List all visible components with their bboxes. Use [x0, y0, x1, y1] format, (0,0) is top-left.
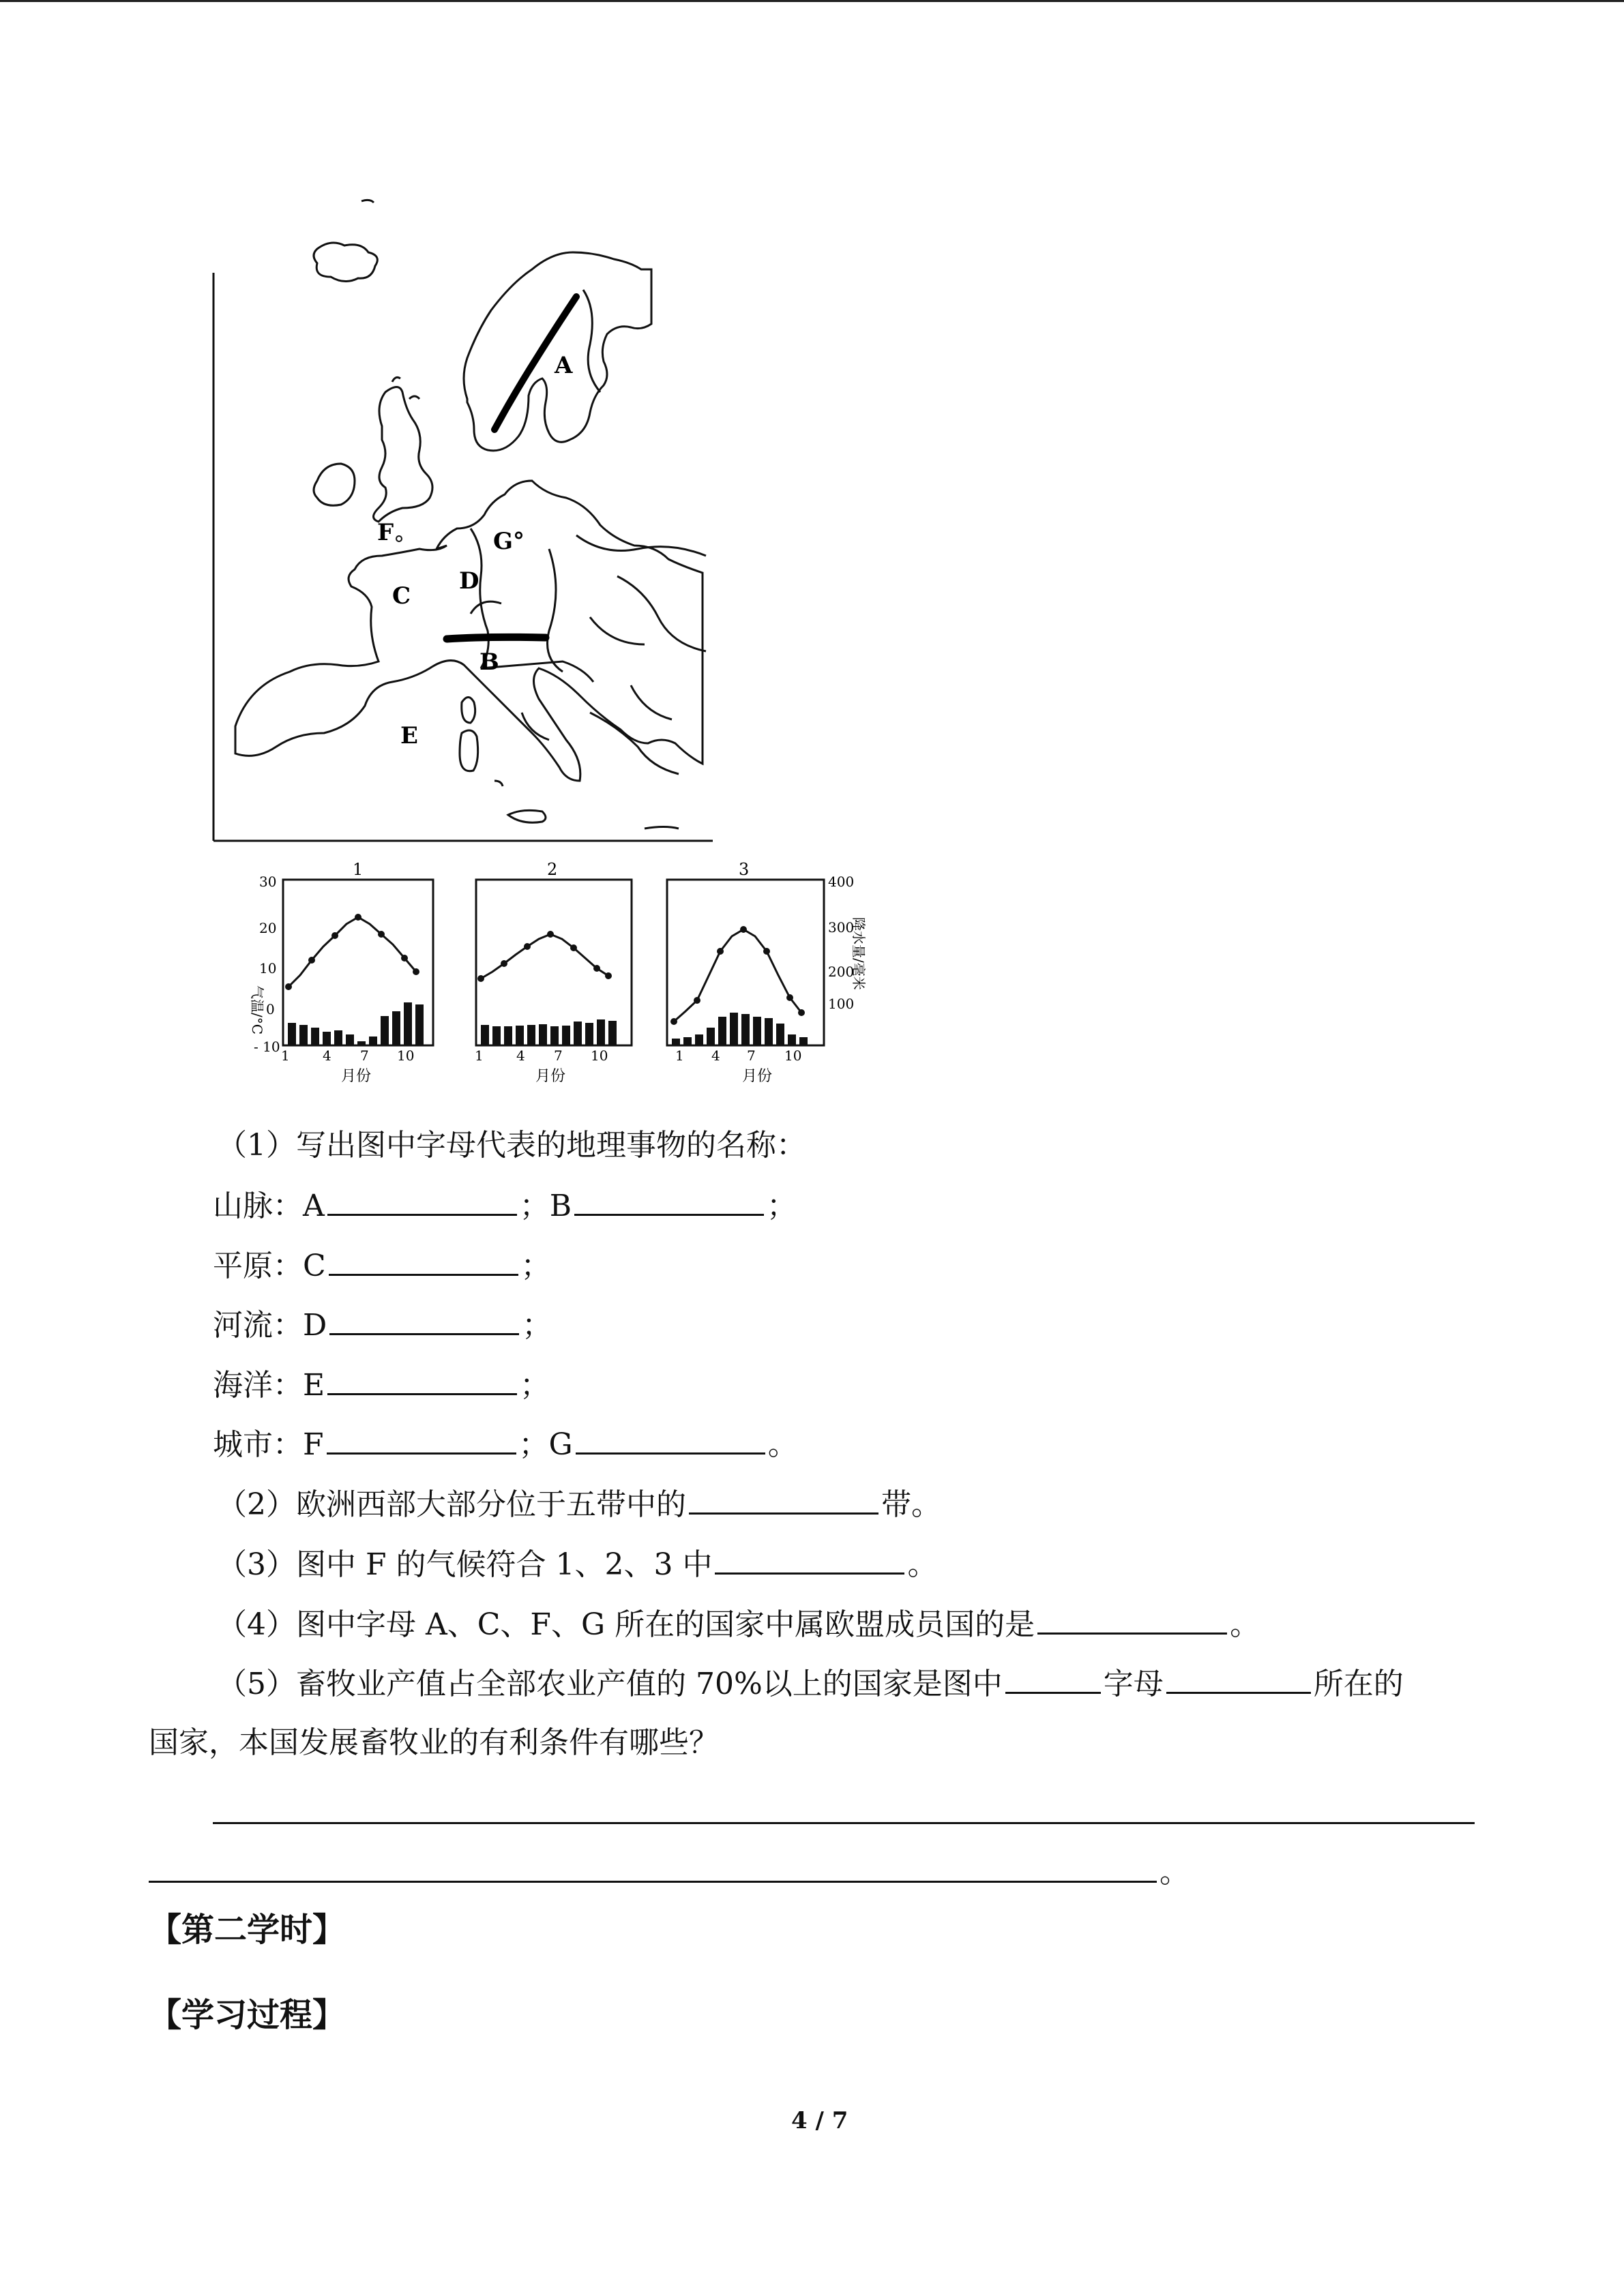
c3-bar — [683, 1037, 692, 1045]
q5-text-b: 字母 — [1103, 1667, 1164, 1701]
temp-axis-label: 气温/°C — [249, 985, 265, 1035]
c1-bar — [392, 1011, 400, 1045]
c2-bar — [562, 1026, 570, 1045]
q4-text-b: 。 — [1230, 1607, 1260, 1642]
c3-bar — [799, 1037, 808, 1045]
city-f-blank[interactable] — [327, 1425, 516, 1455]
c1-bar — [323, 1032, 331, 1045]
map-label-f: F — [377, 519, 394, 546]
map-label-e: E — [400, 722, 418, 749]
c2-temp-point — [524, 943, 531, 950]
mountains-label: 山脉： — [213, 1189, 303, 1223]
c2-temp-point — [501, 960, 507, 967]
c2-bar — [608, 1021, 617, 1045]
map-label-c: C — [392, 582, 411, 610]
c1-bar — [357, 1041, 366, 1045]
c2-temp-point — [477, 975, 484, 982]
c1-temp-line — [289, 917, 416, 987]
q1-city — [213, 1425, 798, 1464]
c1-temp-point — [378, 931, 385, 938]
q2 — [217, 1485, 941, 1524]
plain-end: ； — [520, 1249, 551, 1283]
precip-tick-300: 300 — [828, 919, 855, 936]
c3-temp-point — [740, 926, 747, 933]
city-g-letter: G — [548, 1427, 573, 1462]
c1-xtick-10: 10 — [397, 1047, 415, 1064]
c3-temp-point — [670, 1018, 677, 1025]
c3-bar — [718, 1017, 726, 1045]
c1-xtick-1: 1 — [281, 1047, 290, 1064]
river-d-blank[interactable] — [329, 1306, 519, 1335]
c2-bar — [550, 1026, 559, 1045]
c3-temp-point — [763, 948, 770, 955]
c1-bar — [381, 1016, 389, 1045]
q1-intro — [217, 1127, 806, 1165]
c1-bar — [415, 1004, 424, 1045]
c1-temp-point — [285, 983, 292, 990]
precip-tick-100: 100 — [828, 996, 855, 1012]
temp-tick-0: 0 — [266, 1001, 275, 1017]
c2-bar — [539, 1024, 547, 1045]
temp-tick-20: 20 — [259, 920, 277, 936]
c1-bar — [334, 1030, 342, 1045]
map-label-d: D — [459, 567, 479, 595]
c2-bar — [516, 1026, 524, 1045]
climate-chart-2-frame — [476, 880, 632, 1045]
c2-temp-point — [605, 972, 612, 979]
climate-chart-2-title: 2 — [547, 860, 558, 879]
c2-temp-point — [547, 931, 554, 938]
q3-text-b: 。 — [907, 1547, 938, 1582]
c3-bar — [707, 1028, 715, 1045]
c1-temp-point — [413, 968, 419, 975]
q5-question: 国家，本国发展畜牧业的有利条件有哪些？ — [149, 1725, 719, 1760]
c3-xlabel: 月份 — [742, 1068, 773, 1085]
q5-text-a: （5）畜牧业产值占全部农业产值的 70%以上的国家是图中 — [217, 1667, 1003, 1701]
c2-bar — [597, 1019, 605, 1045]
river-label: 河流： — [213, 1308, 303, 1343]
q1-ocean — [213, 1366, 550, 1405]
c3-bar — [788, 1034, 796, 1045]
c3-bar — [730, 1013, 738, 1045]
top-border — [0, 0, 1624, 2]
c3-xtick-1: 1 — [675, 1047, 684, 1064]
c1-xlabel: 月份 — [341, 1068, 372, 1085]
plain-c-blank[interactable] — [329, 1247, 518, 1276]
city-label: 城市： — [213, 1427, 303, 1462]
c2-bar — [504, 1026, 512, 1045]
city-end: 。 — [767, 1427, 798, 1462]
q5-answer-line-2[interactable] — [149, 1881, 1157, 1883]
c1-bar — [369, 1037, 377, 1045]
c3-temp-point — [786, 994, 793, 1001]
c3-temp-point — [694, 997, 700, 1004]
c1-precip-bars — [288, 1002, 424, 1045]
c2-bar — [481, 1025, 489, 1045]
c2-xtick-10: 10 — [591, 1047, 608, 1064]
q1-intro-text: （1）写出图中字母代表的地理事物的名称： — [217, 1128, 806, 1163]
q2-text-a: （2）欧洲西部大部分位于五带中的 — [217, 1487, 686, 1522]
q2-text-b: 带。 — [881, 1487, 941, 1522]
q5-end — [1160, 1853, 1190, 1892]
c1-bar — [346, 1034, 354, 1045]
c1-xtick-4: 4 — [323, 1047, 331, 1064]
map-label-b: B — [479, 648, 499, 676]
c3-precip-bars — [672, 1013, 808, 1045]
c2-bar — [574, 1022, 582, 1045]
q1-mountains — [213, 1187, 797, 1225]
section-heading-second-period: 【第二学时】 — [149, 1911, 346, 1949]
q4-text-a: （4）图中字母 A、C、F、G 所在的国家中属欧盟成员国的是 — [217, 1607, 1035, 1642]
c1-temp-point — [331, 932, 338, 939]
precip-axis-label: 降水量/毫米 — [851, 917, 867, 990]
plain-label: 平原： — [213, 1249, 303, 1283]
q3 — [217, 1545, 937, 1584]
c2-xtick-7: 7 — [554, 1047, 563, 1064]
c3-temp-line — [674, 929, 801, 1022]
map-label-g: G° — [493, 528, 525, 555]
q3-blank[interactable] — [715, 1545, 904, 1575]
section-heading-learning-process: 【学习过程】 — [149, 1996, 346, 2034]
page-number: 4 / 7 — [791, 2107, 848, 2134]
climate-charts — [246, 856, 873, 1091]
c3-xtick-7: 7 — [747, 1047, 756, 1064]
temp-tick-10: 10 — [259, 960, 277, 976]
q5-line1 — [217, 1665, 1404, 1703]
q5-line2 — [149, 1724, 719, 1762]
c1-temp-point — [401, 955, 408, 961]
c2-precip-bars — [481, 1019, 617, 1045]
climate-chart-1-title: 1 — [353, 860, 364, 879]
q4-blank[interactable] — [1037, 1605, 1227, 1635]
climate-chart-3-title: 3 — [739, 860, 750, 879]
c3-bar — [776, 1024, 784, 1045]
temp-tick-minus10: - 10 — [254, 1039, 280, 1055]
ocean-end: ； — [520, 1368, 550, 1403]
city-f-letter: F — [303, 1427, 324, 1462]
c2-xtick-4: 4 — [516, 1047, 525, 1064]
c3-bar — [741, 1014, 750, 1045]
c1-bar — [288, 1023, 296, 1045]
q4 — [217, 1605, 1260, 1644]
mountain-b-letter: B — [549, 1189, 572, 1223]
ocean-e-letter: E — [303, 1368, 325, 1403]
temp-tick-30: 30 — [259, 874, 277, 890]
c3-temp-point — [798, 1009, 805, 1016]
river-d-letter: D — [303, 1308, 327, 1343]
map-label-a: A — [555, 352, 573, 379]
c2-bar — [492, 1026, 501, 1045]
europe-map — [208, 194, 716, 842]
city-sep: ； — [518, 1427, 549, 1462]
precip-tick-200: 200 — [828, 964, 855, 980]
precip-tick-400: 400 — [828, 874, 855, 890]
c2-temp-point — [570, 944, 577, 951]
c3-xtick-4: 4 — [711, 1047, 720, 1064]
c2-bar — [527, 1025, 535, 1045]
c1-bar — [404, 1002, 412, 1045]
c2-temp-line — [481, 934, 608, 979]
c3-bar — [753, 1017, 761, 1045]
c1-xtick-7: 7 — [360, 1047, 369, 1064]
c3-bar — [765, 1018, 773, 1045]
q5-text-c: 所在的 — [1313, 1667, 1404, 1701]
city-f-dot — [396, 536, 402, 541]
c2-xlabel: 月份 — [535, 1068, 566, 1085]
mountain-b-blank[interactable] — [574, 1187, 764, 1216]
c2-bar — [585, 1023, 593, 1045]
c3-bar — [695, 1034, 703, 1045]
c1-bar — [299, 1025, 308, 1045]
mountains-sep: ； — [519, 1189, 550, 1223]
plain-c-letter: C — [303, 1249, 326, 1283]
c1-temp-point — [355, 914, 361, 921]
ocean-e-blank[interactable] — [327, 1366, 517, 1395]
q5-blank-1[interactable] — [1005, 1665, 1101, 1694]
c1-bar — [311, 1028, 319, 1045]
city-g-blank[interactable] — [576, 1425, 765, 1455]
mountain-a-blank[interactable] — [327, 1187, 517, 1216]
c2-temp-point — [593, 965, 600, 972]
q5-blank-2[interactable] — [1166, 1665, 1311, 1694]
mountain-a-letter: A — [303, 1189, 325, 1223]
q5-end-mark: 。 — [1160, 1855, 1190, 1890]
c3-xtick-10: 10 — [784, 1047, 802, 1064]
mountains-end: ； — [767, 1189, 797, 1223]
q1-plain — [213, 1247, 551, 1285]
c3-bar — [672, 1039, 680, 1045]
q1-river — [213, 1306, 552, 1345]
c1-temp-point — [308, 957, 315, 964]
ocean-label: 海洋： — [213, 1368, 303, 1403]
q5-answer-line-1[interactable] — [213, 1822, 1475, 1824]
q2-blank[interactable] — [689, 1485, 879, 1515]
q3-text-a: （3）图中 F 的气候符合 1、2、3 中 — [217, 1547, 713, 1582]
river-end: ； — [522, 1308, 552, 1343]
c2-xtick-1: 1 — [475, 1047, 484, 1064]
c3-temp-point — [717, 948, 724, 955]
